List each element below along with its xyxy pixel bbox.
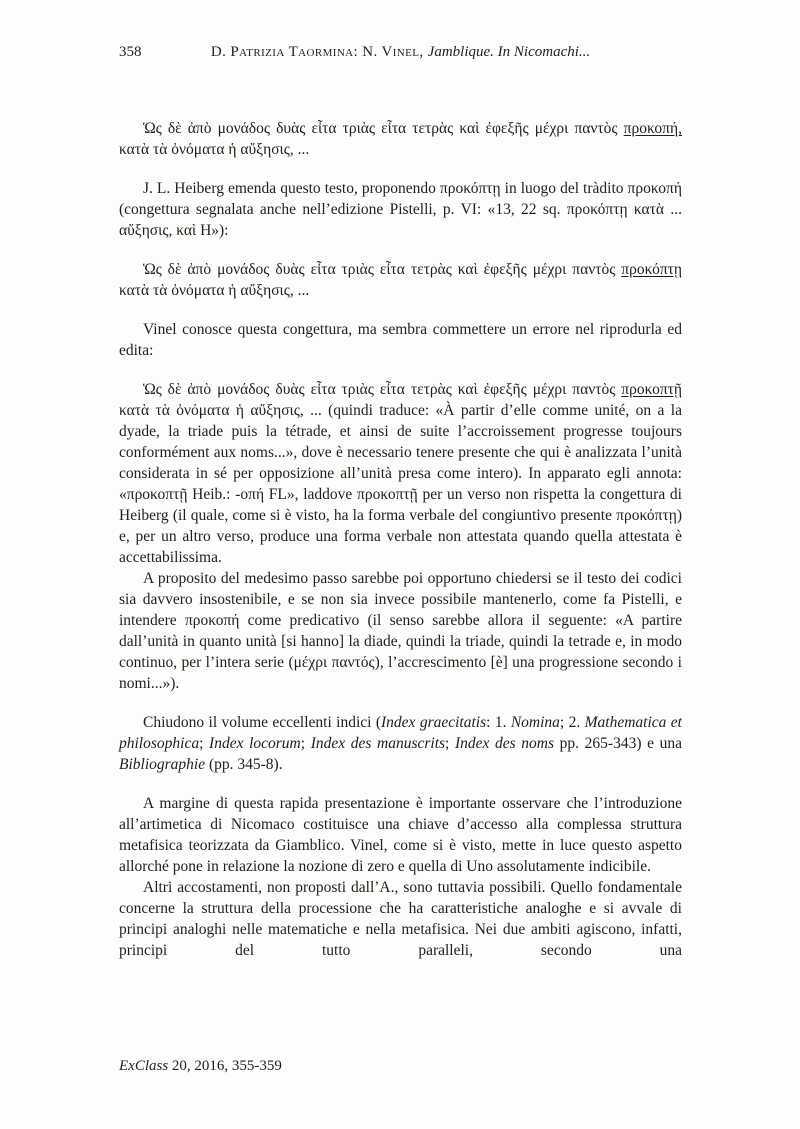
text-run: Ὡς δὲ ἀπὸ μονάδος δυὰς εἶτα τριὰς εἶτα τετρὰς καὶ ἐφεξῆς μέχρι παντὸς bbox=[143, 261, 622, 278]
text-run: ; 2. bbox=[559, 714, 585, 731]
text-run: 20, 2016, 355-359 bbox=[168, 1058, 282, 1074]
text-run: ; bbox=[300, 735, 311, 752]
running-title bbox=[119, 44, 682, 61]
journal-reference bbox=[119, 1058, 282, 1074]
text-run: κατὰ τὰ ὀνόματα ἡ αὔξησις, ... bbox=[119, 282, 310, 299]
body-paragraph bbox=[119, 178, 682, 241]
text-run: Nomina bbox=[510, 714, 560, 731]
text-run: A proposito del medesimo passo sarebbe poi opportuno chiedersi se il testo dei codici sia davvero insostenibile, e se non sia invece possibile mantenerlo, come fa Pistelli, e intendere προκοπή come predicativo (il senso sarebbe allora il seguente: «A partire dall’unità in quanto unità [si hanno] la diade, quindi la triade, quindi la tetrade e, in modo continuo, per l’intera serie (μέχρι παντός), l’accrescimento [è] una progressione secondo i nomi...»). bbox=[119, 570, 682, 692]
text-run: : 1. bbox=[486, 714, 511, 731]
body-paragraph bbox=[119, 877, 682, 961]
text-run: κατὰ τὰ ὀνόματα ἡ αὔξησις, ... (quindi traduce: «À partir d’elle comme unité, on a la dyade, la triade puis la tétrade, et ainsi de suite l’accroissement progresse toujours conformément aux noms...», dove è necessario tenere presente che qui è analizzata l’unità considerata in sé per opposizione all’unità presa come intero). In apparato egli annota: «προκοπτῇ Heib.: -οπή FL», laddove προκοπτῇ per un verso non rispetta la congettura di Heiberg (il quale, come si è visto, ha la forma verbale del congiuntivo presente προκόπτῃ) e, per un altro verso, produce una forma verbale non attestata quando quella attestata è accettabilissima. bbox=[119, 402, 682, 566]
greek-quotation bbox=[119, 118, 682, 160]
text-run: Index des manuscrits bbox=[310, 735, 446, 752]
text-run: προκοπή, bbox=[623, 120, 682, 137]
text-run: ; bbox=[199, 735, 210, 752]
text-run: (pp. 345-8). bbox=[205, 756, 283, 773]
greek-quotation bbox=[119, 379, 682, 568]
page-footer bbox=[119, 1058, 282, 1075]
text-run: J. L. Heiberg emenda questo testo, proponendo προκόπτῃ in luogo del tràdito προκοπή (congettura segnalata anche nell’edizione Pistelli, p. VI: «13, 22 sq. προκόπτῃ κατὰ ... αὔξησις, καὶ H»): bbox=[119, 180, 682, 239]
text-run: ; bbox=[445, 735, 455, 752]
text-run: προκοπτῇ bbox=[621, 381, 682, 398]
page-number: 358 bbox=[119, 44, 142, 60]
text-run: Mathematica et philosophica bbox=[119, 714, 682, 752]
text-run: Index locorum bbox=[209, 735, 301, 752]
body-paragraph bbox=[119, 319, 682, 361]
text-run: Ὡς δὲ ἀπὸ μονάδος δυὰς εἶτα τριὰς εἶτα τετρὰς καὶ ἐφεξῆς μέχρι παντὸς bbox=[143, 381, 622, 398]
text-run: Bibliographie bbox=[119, 756, 206, 773]
text-run: προκόπτῃ bbox=[621, 261, 682, 278]
text-run: D. Patrizia Taormina: N. Vinel, bbox=[210, 44, 428, 60]
text-run: Chiudono il volume eccellenti indici ( bbox=[143, 714, 382, 731]
text-block bbox=[119, 100, 682, 961]
text-run: Index graecitatis bbox=[381, 714, 487, 731]
text-run: Vinel conosce questa congettura, ma sembra commettere un errore nel riprodurla ed edita: bbox=[119, 321, 682, 359]
text-run: Ὡς δὲ ἀπὸ μονάδος δυὰς εἶτα τριὰς εἶτα τετρὰς καὶ ἐφεξῆς μέχρι παντὸς bbox=[143, 120, 624, 137]
body-paragraph bbox=[119, 568, 682, 694]
text-run: Jamblique. In Nicomachi... bbox=[427, 44, 591, 60]
text-run: A margine di questa rapida presentazione è importante osservare che l’introduzione all’artimetica di Nicomaco costituisce una chiave d’accesso alla complessa struttura metafisica teorizzata da Giamblico. Vinel, come si è visto, mette in luce questo aspetto allorché pone in relazione la nozione di zero e quella di Uno assolutamente indicibile. bbox=[119, 795, 682, 875]
greek-quotation bbox=[119, 259, 682, 301]
text-run: ExClass bbox=[119, 1058, 169, 1074]
text-run: Index des noms bbox=[454, 735, 555, 752]
body-paragraph bbox=[119, 793, 682, 877]
page-header bbox=[119, 44, 682, 66]
text-run: pp. 265-343) e una bbox=[554, 735, 682, 752]
body-paragraph bbox=[119, 712, 682, 775]
text-run: κατὰ τὰ ὀνόματα ἡ αὔξησις, ... bbox=[119, 141, 310, 158]
text-run: Altri accostamenti, non proposti dall’A., sono tuttavia possibili. Quello fondamentale concerne la struttura della processione che ha caratteristiche analoghe e si avvale di principi analoghi nelle matematiche e nella metafisica. Nei due ambiti agiscono, infatti, principi del tutto paralleli, secondo una bbox=[119, 879, 682, 959]
